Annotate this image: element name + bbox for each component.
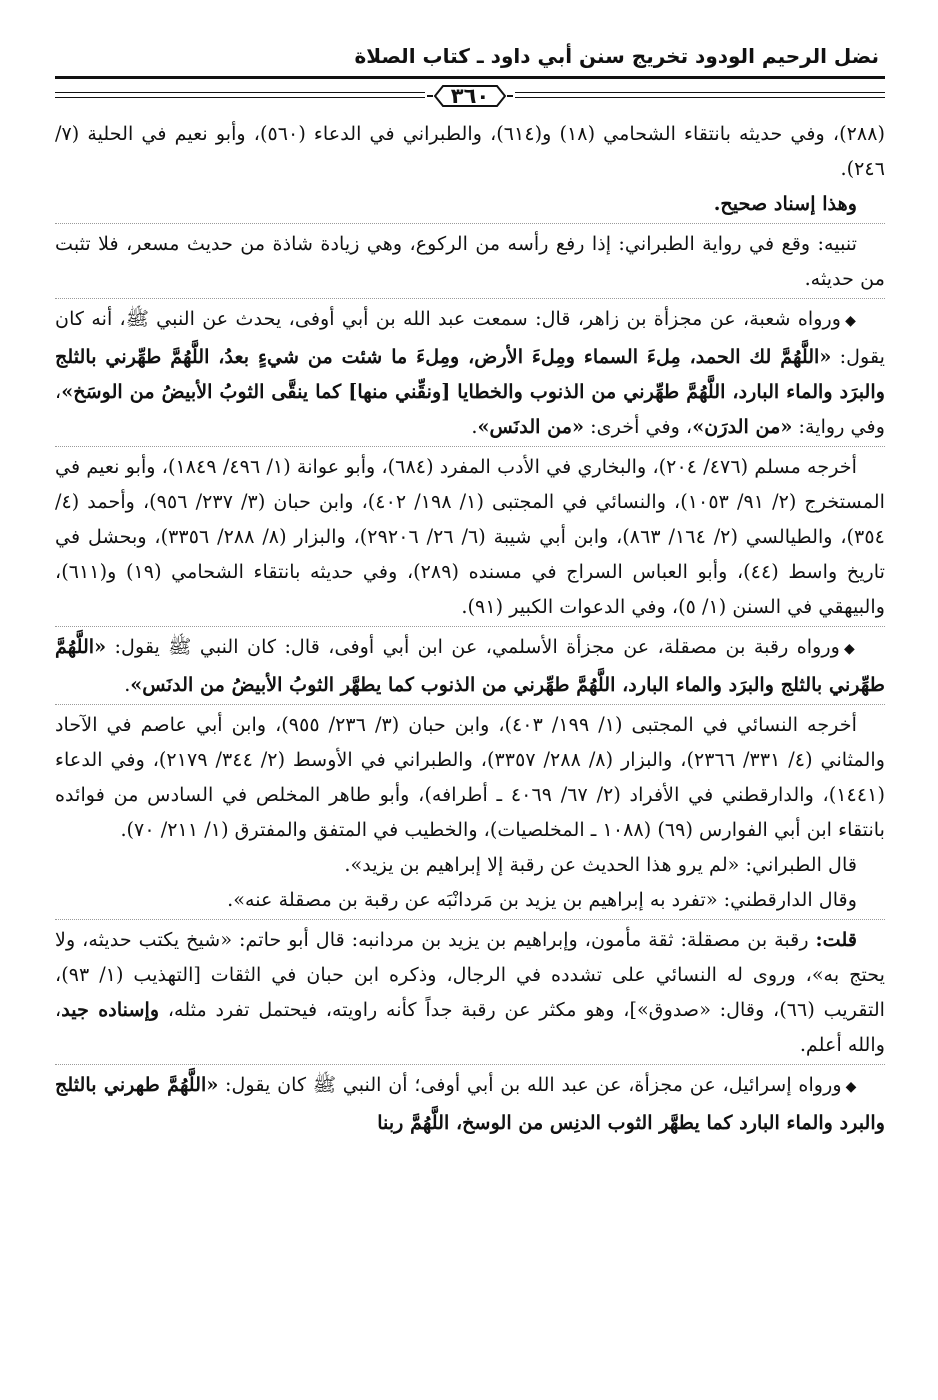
bullet-icon: ◆ — [845, 1079, 857, 1095]
paragraph-separator — [55, 1064, 885, 1065]
header-rules — [55, 72, 885, 110]
bold-text-segment: قلت: — [815, 928, 857, 951]
text-segment: أخرجه مسلم (٤٧٦/ ٢٠٤)، والبخاري في الأدب المفرد (٦٨٤)، وأبو عوانة (١/ ٤٩٦/ ١٨٤٩)، وأبو نعيم في المستخرج (٢/ ٩١/ ١٠٥٣)، والنسائي في المجتبى (١/ ١٩٨/ ٤٠٢)، وابن حبان (٣/ ٢٣٧/ ٩٥٦)، وأحمد (٤/ ٣٥٤)، والطيالسي (٢/ ١٦٤/ ٨٦٣)، وابن أبي شيبة (٦/ ٢٦/ ٢٩٢٠٦)، والبزار (٨/ ٢٨٨/ ٣٣٥٦)، وبحشل في تاريخ واسط (٤٤)، وأبو العباس السراج في مسنده (٢٨٩)، وفي حديثه بانتقاء الشحامي (١٩) و(٦١١)، والبيهقي في السنن (١/ ٥)، وفي الدعوات الكبير (٩١). — [55, 455, 885, 618]
paragraph — [55, 922, 885, 1062]
paragraph — [55, 226, 885, 296]
text-segment: . — [124, 673, 131, 696]
paragraph — [55, 1067, 885, 1140]
paragraph — [55, 847, 885, 882]
book-page — [55, 40, 885, 1140]
paragraph — [55, 186, 885, 221]
paragraph — [55, 116, 885, 186]
text-segment: قال الطبراني: «لم يرو هذا الحديث عن رقبة إلا إبراهيم بن يزيد». — [344, 853, 857, 876]
paragraph — [55, 449, 885, 624]
paragraph — [55, 629, 885, 702]
text-segment: تنبيه: وقع في رواية الطبراني: إذا رفع رأسه من الركوع، وهي زيادة شاذة من حديث مسعر، فلا تثبت من حديثه. — [55, 232, 885, 290]
text-segment: ، وفي أخرى: — [584, 415, 693, 438]
text-segment: رقبة بن مصقلة: ثقة مأمون، وإبراهيم بن يزيد بن مردانبه: قال أبو حاتم: «شيخ يكتب حديثه، ولا يحتج به»، وروى له النسائي على تشدده في الرجال، وذكره ابن حبان في الثقات [التهذيب (١/ ٩٣)، التقريب (٦٦)، وقال: «صدوق»]، وهو مكثر عن رقبة جداً كأنه راويته، فيحتمل تفرد مثله، — [55, 928, 886, 1021]
paragraph-separator — [55, 298, 885, 299]
text-segment: ، وفي رواية: — [55, 380, 885, 438]
text-segment: ، والله أعلم. — [55, 998, 885, 1056]
bold-text-segment: «اللَّهُمَّ طهِّرني بالثلج والبرَد والماء البارد، اللَّهُمَّ طهِّرني من الذنوب كما يطهَّر الثوبُ الأبيضُ من الدنَس» — [55, 635, 885, 696]
bullet-icon: ◆ — [843, 641, 857, 657]
bold-text-segment: «اللَّهُمَّ طهرني بالثلج والبرد والماء البارد كما يطهَّر الثوب الدنِس من الوسخ، اللَّهُمَّ ربنا — [55, 1073, 885, 1134]
paragraph-separator — [55, 704, 885, 705]
page-number-frame — [425, 82, 515, 110]
text-segment: أخرجه النسائي في المجتبى (١/ ١٩٩/ ٤٠٣)، وابن حبان (٣/ ٢٣٦/ ٩٥٥)، وابن أبي عاصم في الآحاد والمثاني (٤/ ٣٣١/ ٢٣٦٦)، والبزار (٨/ ٢٨٨/ ٣٣٥٧)، والطبراني في الأوسط (٢/ ٣٤٤/ ٢١٧٩)، وفي الدعاء (١٤٤١)، والدارقطني في الأفراد (٢/ ٦٧/ ٤٠٦٩ ـ أطرافه)، وأبو طاهر المخلص في السادس من فوائده بانتقاء ابن أبي الفوارس (٦٩) (١٠٨٨ ـ المخلصيات)، والخطيب في المتفق والمفترق (١/ ٢١١/ ٧٠). — [55, 713, 885, 841]
text-segment: وقال الدارقطني: «تفرد به إبراهيم بن يزيد بن مَردانْبَه عن رقبة بن مصقلة عنه». — [227, 888, 857, 911]
paragraph-separator — [55, 223, 885, 224]
bullet-icon: ◆ — [845, 313, 857, 329]
page-number: ٣٦٠ — [450, 84, 490, 108]
running-title: نضل الرحيم الودود تخريج سنن أبي داود ـ كتاب الصلاة — [354, 44, 879, 68]
bold-text-segment: وهذا إسناد صحيح. — [713, 192, 857, 215]
text-segment: (٢٨٨)، وفي حديثه بانتقاء الشحامي (١٨) و(٦١٤)، والطبراني في الدعاء (٥٦٠)، وأبو نعيم في الحلية (٧/ ٢٤٦). — [55, 122, 885, 180]
text-segment: ورواه شعبة، عن مجزأة بن زاهر، قال: سمعت عبد الله بن أبي أوفى، يحدث عن النبي ﷺ، أنه كان يقول: — [55, 307, 886, 368]
bold-text-segment: «من الدرَن» — [692, 415, 793, 438]
paragraph-separator — [55, 626, 885, 627]
body-text — [55, 116, 885, 1140]
paragraph-separator — [55, 919, 885, 920]
text-segment: ورواه رقبة بن مصقلة، عن مجزأة الأسلمي، عن ابن أبي أوفى، قال: كان النبي ﷺ يقول: — [106, 635, 840, 658]
paragraph — [55, 301, 885, 444]
header-thick-rule — [55, 76, 885, 79]
bold-text-segment: وإسناده جيد — [61, 998, 160, 1021]
bold-text-segment: «من الدنَس» — [477, 415, 585, 438]
bold-text-segment: «اللَّهُمَّ لك الحمد، مِلءَ السماء ومِلءَ الأرض، ومِلءَ ما شئت من شيءٍ بعدُ، اللَّهُمَّ طهِّرني بالثلج والبرَد والماء البارد، اللَّهُمَّ طهِّرني من الذنوب والخطايا [ونقِّني منها] كما ينقَّى الثوبُ الأبيضُ من الوسَخ» — [55, 345, 885, 403]
paragraph — [55, 882, 885, 917]
text-segment: ورواه إسرائيل، عن مجزأة، عن عبد الله بن أبي أوفى؛ أن النبي ﷺ كان يقول: — [218, 1073, 842, 1096]
text-segment: . — [471, 415, 478, 438]
paragraph-separator — [55, 446, 885, 447]
paragraph — [55, 707, 885, 847]
